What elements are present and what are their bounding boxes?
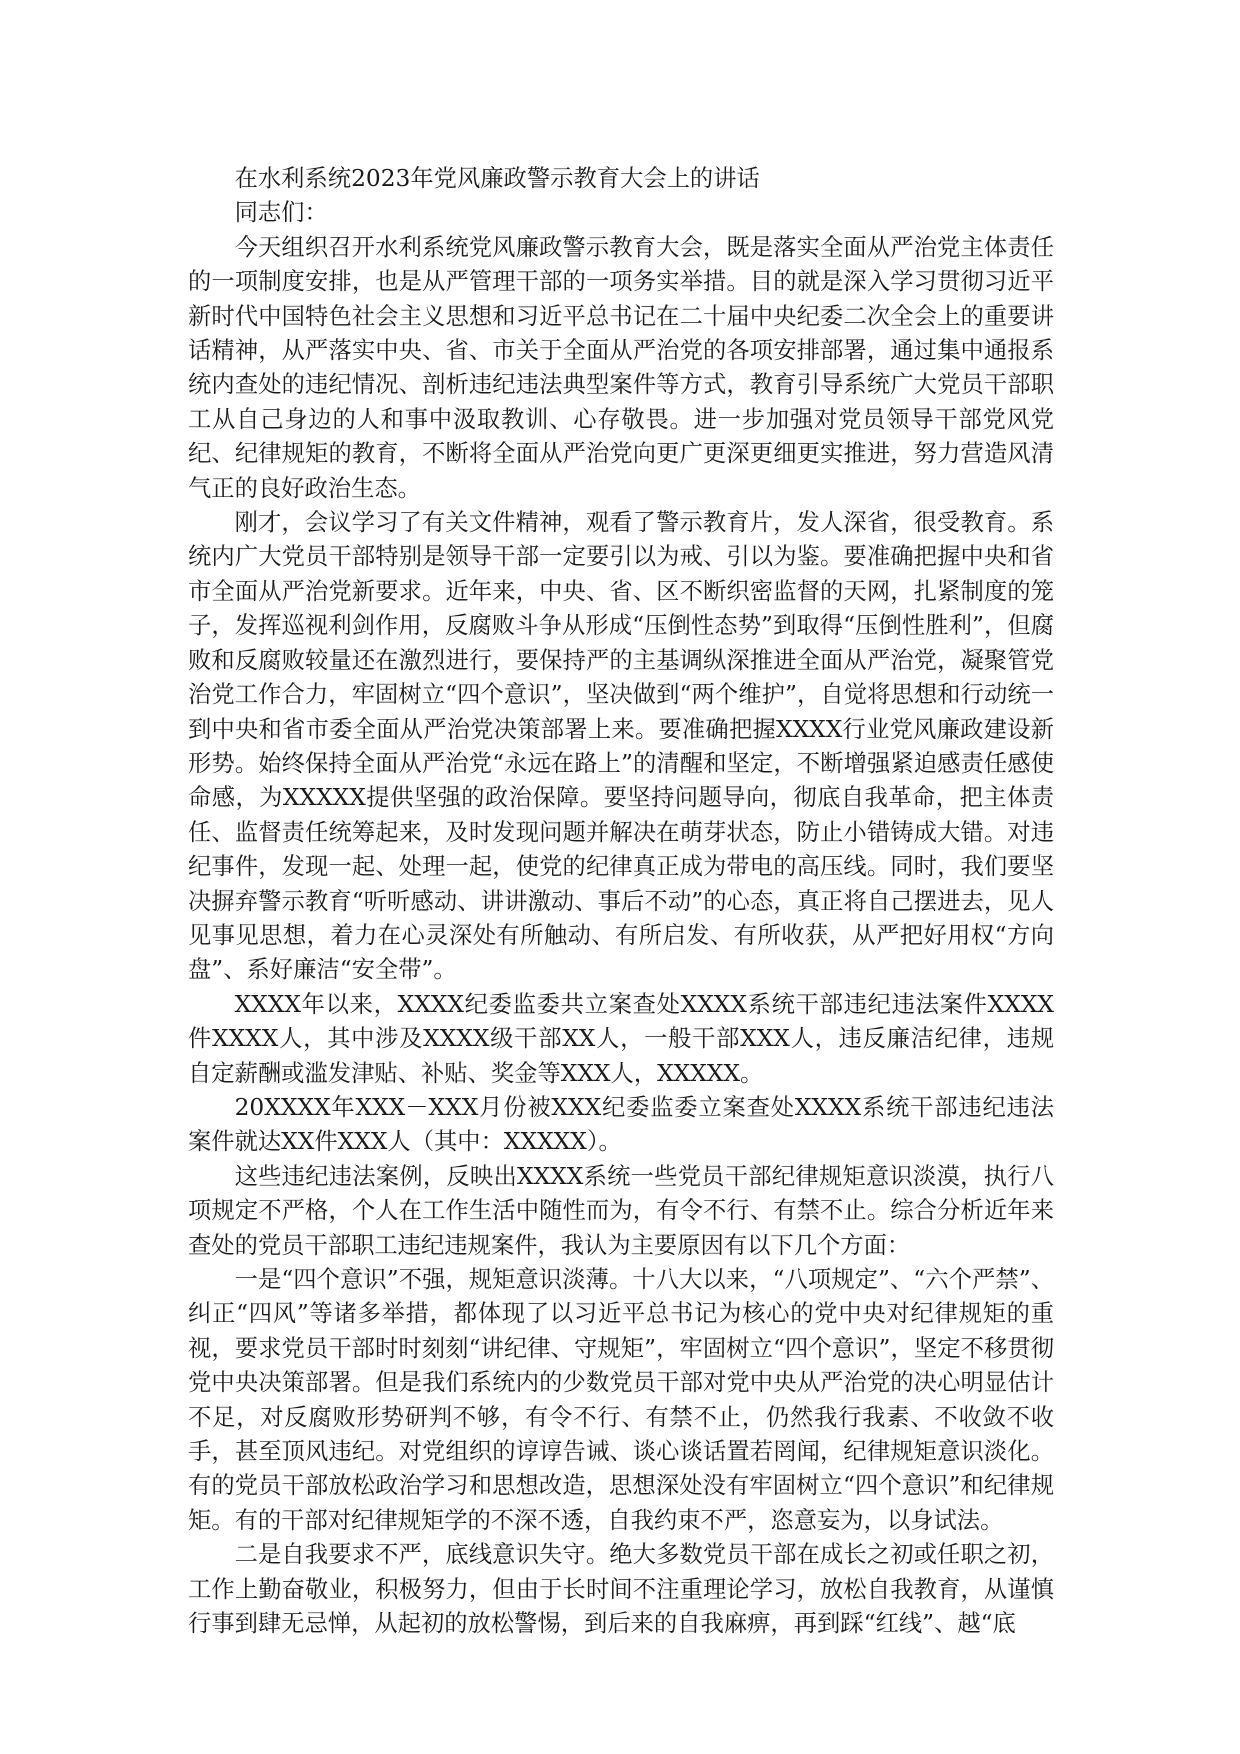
paragraph: 今天组织召开水利系统党风廉政警示教育大会，既是落实全面从严治党主体责任的一项制度安排，也是从严管理干部的一项务实举措。目的就是深入学习贯彻习近平新时代中国特色社会主义思想和习近平总书记在二十届中央纪委二次全会上的重要讲话精神，从严落实中央、省、市关于全面从严治党的各项安排部署，通过集中通报系统内查处的违纪情况、剖析违纪违法典型案件等方式，教育引导系统广大党员干部职工从自己身边的人和事中汲取教训、心存敬畏。进一步加强对党员领导干部党风党纪、纪律规矩的教育，不断将全面从严治党向更广更深更细更实推进，努力营造风清气正的良好政治生态。 (188, 233, 1054, 502)
salutation: 同志们： (234, 199, 328, 227)
paragraph: XXXX年以来，XXXX纪委监委共立案查处XXXX系统干部违纪违法案件XXXX件XXXX人，其中涉及XXXX级干部XX人，一般干部XXX人，违反廉洁纪律，违规自定薪酬或滥发津贴、补贴、奖金等XXX人，XXXXX。 (188, 990, 1054, 1087)
paragraph: 刚才，会议学习了有关文件精神，观看了警示教育片，发人深省，很受教育。系统内广大党员干部特别是领导干部一定要引以为戒、引以为鉴。要准确把握中央和省市全面从严治党新要求。近年来，中央、省、区不断织密监督的天网，扎紧制度的笼子，发挥巡视利剑作用，反腐败斗争从形成“压倒性态势”到取得“压倒性胜利”，但腐败和反腐败较量还在激烈进行，要保持严的主基调纵深推进全面从严治党，凝聚管党治党工作合力，牢固树立“四个意识”，坚决做到“两个维护”，自觉将思想和行动统一到中央和省市委全面从严治党决策部署上来。要准确把握XXXX行业党风廉政建设新形势。始终保持全面从严治党“永远在路上”的清醒和坚定，不断增强紧迫感责任感使命感，为XXXXX提供坚强的政治保障。要坚持问题导向，彻底自我革命，把主体责任、监督责任统筹起来，及时发现问题并解决在萌芽状态，防止小错铸成大错。对违纪事件，发现一起、处理一起，使党的纪律真正成为带电的高压线。同时，我们要坚决摒弃警示教育“听听感动、讲讲激动、事后不动”的心态，真正将自己摆进去，见人见事见思想，着力在心灵深处有所触动、有所启发、有所收获，从严把好用权“方向盘”、系好廉洁“安全带”。 (188, 509, 1054, 984)
paragraph: 一是“四个意识”不强，规矩意识淡薄。十八大以来，“八项规定”、“六个严禁”、纠正“四风”等诸多举措，都体现了以习近平总书记为核心的党中央对纪律规矩的重视，要求党员干部时时刻刻“讲纪律、守规矩”，牢固树立“四个意识”，坚定不移贯彻党中央决策部署。但是我们系统内的少数党员干部对党中央从严治党的决心明显估计不足，对反腐败形势研判不够，有令不行、有禁不止，仍然我行我素、不收敛不收手，甚至顶风违纪。对党组织的谆谆告诫、谈心谈话置若罔闻，纪律规矩意识淡化。有的党员干部放松政治学习和思想改造，思想深处没有牢固树立“四个意识”和纪律规矩。有的干部对纪律规矩学的不深不透，自我约束不严，恣意妄为，以身试法。 (188, 1266, 1054, 1534)
paragraph: 20XXXX年XXX－XXX月份被XXX纪委监委立案查处XXXX系统干部违纪违法案件就达XX件XXX人（其中：XXXXX）。 (188, 1093, 1054, 1156)
paragraph: 这些违纪违法案例，反映出XXXX系统一些党员干部纪律规矩意识淡漠，执行八项规定不严格，个人在工作生活中随性而为，有令不行、有禁不止。综合分析近年来查处的党员干部职工违纪违规案件，我认为主要原因有以下几个方面： (188, 1162, 1054, 1259)
paragraph: 二是自我要求不严，底线意识失守。绝大多数党员干部在成长之初或任职之初，工作上勤奋敬业，积极努力，但由于长时间不注重理论学习，放松自我教育，从谨慎行事到肆无忌惮，从起初的放松警惕，到后来的自我麻痹，再到踩“红线”、越“底 (188, 1541, 1054, 1638)
document-body (188, 162, 1054, 1641)
document-title: 在水利系统2023年党风廉政警示教育大会上的讲话 (234, 165, 760, 192)
